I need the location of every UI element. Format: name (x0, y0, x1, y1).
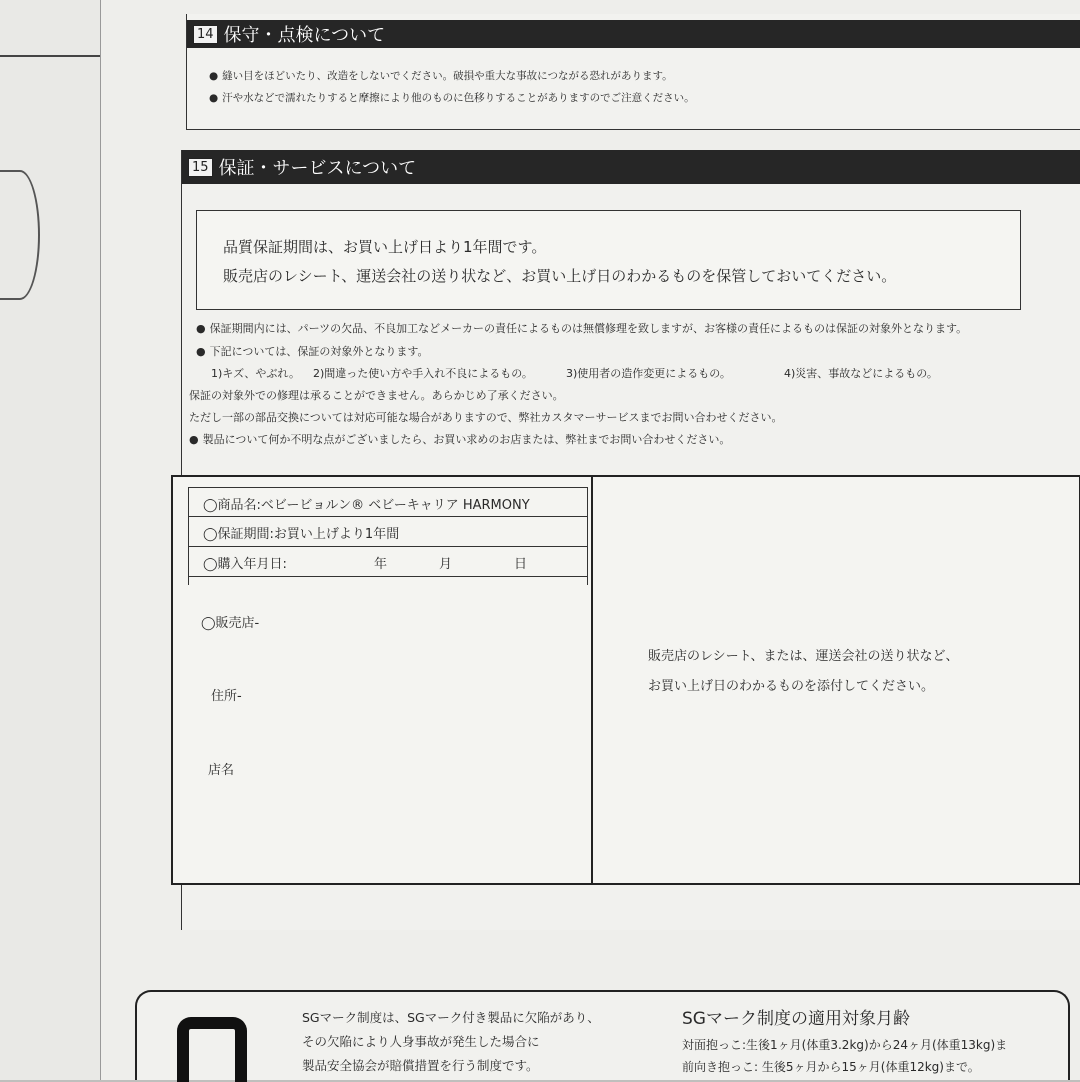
exclusion-item: 4)災害、事故などによるもの。 (784, 367, 938, 380)
sg-age-lines (682, 1034, 1062, 1078)
store-name-field[interactable]: 店名 (208, 763, 235, 778)
warranty-form (171, 475, 1080, 885)
sg-line: 製品安全協会が賠償措置を行う制度です。 (302, 1058, 539, 1073)
note-line: 保証の対象外での修理は承ることができません。あらかじめ了承ください。 (189, 389, 564, 402)
purchase-date-row[interactable] (188, 547, 588, 577)
row-divider (188, 577, 588, 585)
exclusion-item: 3)使用者の造作変更によるもの。 (566, 367, 731, 380)
bullet: ● 汗や水などで濡れたりすると摩擦により他のものに色移りすることがありますのでご注意ください。 (209, 90, 695, 105)
bullet: ● 保証期間内には、パーツの欠品、不良加工などメーカーの責任によるものは無償修理を致しますが、お客様の責任によるものは保証の対象外となります。 (196, 320, 967, 336)
exclusion-item: 2)間違った使い方や手入れ不良によるもの。 (313, 367, 533, 380)
sg-mark-box (135, 990, 1070, 1080)
bullet: ● 製品について何か不明な点がございましたら、お買い求めのお店または、弊社までお問い合わせください。 (189, 431, 730, 447)
period-row (188, 517, 588, 547)
manual-page (100, 0, 1080, 1080)
note-line: ただし一部の部品交換については対応可能な場合がありますので、弊社カスタマーサービスまでお問い合わせください。 (189, 411, 783, 424)
address-field[interactable]: 住所- (211, 689, 242, 704)
age-line: 対面抱っこ:生後1ヶ月(体重3.2kg)から24ヶ月(体重13kg)ま (682, 1038, 1008, 1052)
sg-description (302, 1006, 600, 1078)
product-row (188, 487, 588, 517)
bullet: ● 縫い目をほどいたり、改造をしないでください。破損や重大な事故につながる恐れがあります。 (209, 68, 673, 83)
store-label: ◯販売店- (201, 616, 260, 631)
notice-line: 販売店のレシート、運送会社の送り状など、お買い上げ日のわかるものを保管しておいてください。 (223, 267, 897, 285)
section-number: 14 (193, 25, 218, 44)
section-15-header (182, 150, 1080, 184)
month-label: 月 (439, 557, 453, 572)
attach-note: お買い上げ日のわかるものを添付してください。 (648, 679, 935, 694)
product-name: ◯商品名:ベビービョルン® ベビーキャリア HARMONY (203, 498, 530, 513)
age-line: 前向き抱っこ: 生後5ヶ月から15ヶ月(体重12kg)まで。 (682, 1060, 980, 1074)
attach-note: 販売店のレシート、または、運送会社の送り状など、 (648, 649, 959, 664)
section-14 (186, 14, 1080, 130)
sg-line: SGマーク制度は、SGマーク付き製品に欠陥があり、 (302, 1010, 600, 1025)
year-label: 年 (374, 557, 388, 572)
exclusion-item: 1)キズ、やぶれ。 (211, 367, 301, 380)
sg-logo-icon (177, 1017, 247, 1082)
sg-age-title: SGマーク制度の適用対象月齢 (682, 1009, 910, 1029)
section-14-header (187, 20, 1080, 48)
illustration (0, 170, 40, 300)
warranty-notice-box (196, 210, 1021, 310)
section-title: 保守・点検について (223, 25, 386, 46)
bullet: ● 下記については、保証の対象外となります。 (196, 343, 429, 359)
warranty-period: ◯保証期間:お買い上げより1年間 (203, 527, 400, 542)
day-label: 日 (514, 557, 528, 572)
section-title: 保証・サービスについて (218, 158, 417, 179)
sg-line: その欠陥により人身事故が発生した場合に (302, 1034, 540, 1049)
receipt-attach-area (648, 642, 959, 702)
purchase-date-label: ◯購入年月日: (203, 557, 287, 572)
form-left-column (173, 477, 593, 883)
section-number: 15 (188, 158, 213, 177)
notice-line: 品質保証期間は、お買い上げ日より1年間です。 (223, 238, 547, 256)
